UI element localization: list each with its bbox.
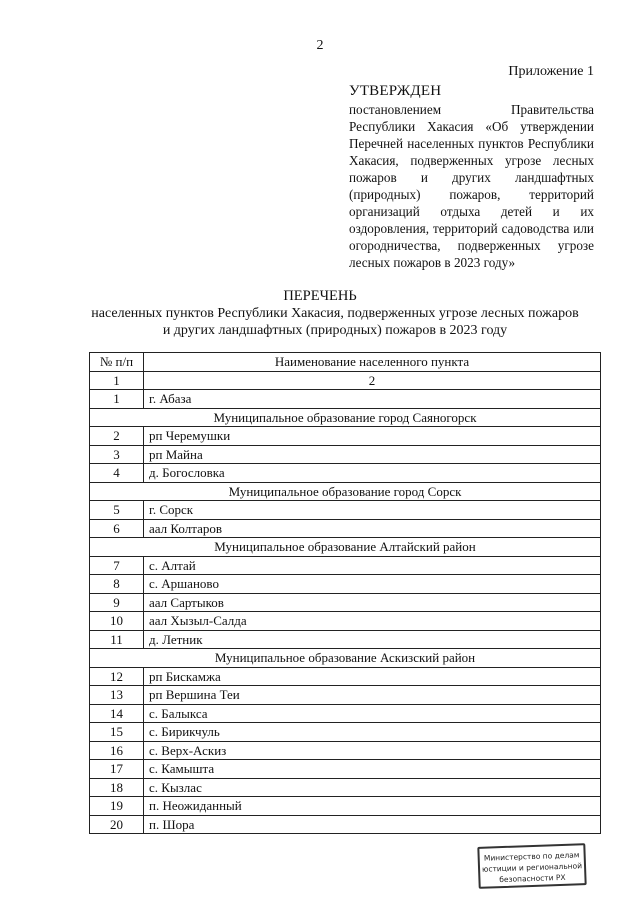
settlement-name: с. Алтай: [144, 556, 601, 575]
settlement-name: с. Балыкса: [144, 704, 601, 723]
header-number: № п/п: [90, 353, 144, 372]
table-row: [90, 686, 601, 705]
list-subtitle: [90, 305, 580, 339]
settlement-name: рп Бискамжа: [144, 667, 601, 686]
row-number: 11: [90, 630, 144, 649]
table-row: [90, 445, 601, 464]
table-row: [90, 797, 601, 816]
settlement-name: аал Сартыков: [144, 593, 601, 612]
row-number: 7: [90, 556, 144, 575]
table-group-row: [90, 408, 601, 427]
table-row: [90, 815, 601, 834]
settlement-name: п. Шора: [144, 815, 601, 834]
row-number: 15: [90, 723, 144, 742]
settlement-name: с. Аршаново: [144, 575, 601, 594]
row-number: 14: [90, 704, 144, 723]
table-group-row: [90, 538, 601, 557]
row-number: 9: [90, 593, 144, 612]
stamp-line-2: юстиции и региональной: [481, 861, 583, 874]
table-row: [90, 741, 601, 760]
ministry-stamp: [477, 843, 586, 889]
settlement-name: рп Майна: [144, 445, 601, 464]
settlements-table: [89, 352, 601, 834]
stamp-line-1: Министерство по делам: [483, 850, 580, 863]
settlement-name: с. Бирикчуль: [144, 723, 601, 742]
table-row: [90, 612, 601, 631]
table-row: [90, 556, 601, 575]
settlement-name: аал Колтаров: [144, 519, 601, 538]
group-name: Муниципальное образование город Саяногорск: [90, 408, 601, 427]
group-name: Муниципальное образование Алтайский район: [90, 538, 601, 557]
table-group-row: [90, 482, 601, 501]
header-name: Наименование населенного пункта: [144, 353, 601, 372]
list-title: ПЕРЕЧЕНЬ: [283, 288, 357, 304]
row-number: 17: [90, 760, 144, 779]
settlement-name: д. Богословка: [144, 464, 601, 483]
list-subtitle-line-2: и других ландшафтных (природных) пожаров в 2023 году: [162, 323, 508, 338]
table-group-row: [90, 649, 601, 668]
table-row: [90, 778, 601, 797]
approval-text: постановлением Правительства Республики Хакасия «Об утверждении Перечней населенных пунктов Республики Хакасия, подверженных угрозе лесных пожаров и других ландшафтных (природных) пожаров, территорий организаций отдыха детей и их оздоровления, территорий садоводства или огородничества, подверженных угрозе лесных пожаров в 2023 году»: [349, 102, 594, 270]
row-number: 19: [90, 797, 144, 816]
table-row: [90, 760, 601, 779]
settlement-name: д. Летник: [144, 630, 601, 649]
approval-block: [349, 82, 594, 271]
table-index-row: [90, 371, 601, 390]
row-number: 13: [90, 686, 144, 705]
settlement-name: рп Черемушки: [144, 427, 601, 446]
appendix-label: Приложение 1: [508, 64, 594, 79]
table-row: [90, 575, 601, 594]
settlement-name: г. Абаза: [144, 390, 601, 409]
settlement-name: г. Сорск: [144, 501, 601, 520]
page-number: 2: [316, 38, 324, 53]
row-number: 3: [90, 445, 144, 464]
settlement-name: с. Камышта: [144, 760, 601, 779]
stamp-line-3: безопасности РХ: [499, 872, 566, 885]
settlement-name: с. Верх-Аскиз: [144, 741, 601, 760]
row-number: 2: [90, 427, 144, 446]
table-row: [90, 519, 601, 538]
group-name: Муниципальное образование Аскизский район: [90, 649, 601, 668]
row-number: 5: [90, 501, 144, 520]
row-number: 16: [90, 741, 144, 760]
table-row: [90, 501, 601, 520]
table-row: [90, 464, 601, 483]
row-number: 6: [90, 519, 144, 538]
table-row: [90, 593, 601, 612]
table-row: [90, 630, 601, 649]
settlement-name: с. Кызлас: [144, 778, 601, 797]
group-name: Муниципальное образование город Сорск: [90, 482, 601, 501]
index-name: 2: [144, 371, 601, 390]
settlement-name: п. Неожиданный: [144, 797, 601, 816]
table-row: [90, 427, 601, 446]
table-row: [90, 667, 601, 686]
settlement-name: аал Хызыл-Салда: [144, 612, 601, 631]
row-number: 1: [90, 390, 144, 409]
row-number: 12: [90, 667, 144, 686]
row-number: 4: [90, 464, 144, 483]
row-number: 18: [90, 778, 144, 797]
index-number: 1: [90, 371, 144, 390]
approval-title: УТВЕРЖДЕН: [349, 83, 442, 99]
table-header-row: [90, 353, 601, 372]
table-row: [90, 723, 601, 742]
list-subtitle-line-1: населенных пунктов Республики Хакасия, подверженных угрозе лесных пожаров: [91, 306, 579, 321]
table-row: [90, 390, 601, 409]
row-number: 8: [90, 575, 144, 594]
settlement-name: рп Вершина Теи: [144, 686, 601, 705]
row-number: 20: [90, 815, 144, 834]
table-row: [90, 704, 601, 723]
row-number: 10: [90, 612, 144, 631]
